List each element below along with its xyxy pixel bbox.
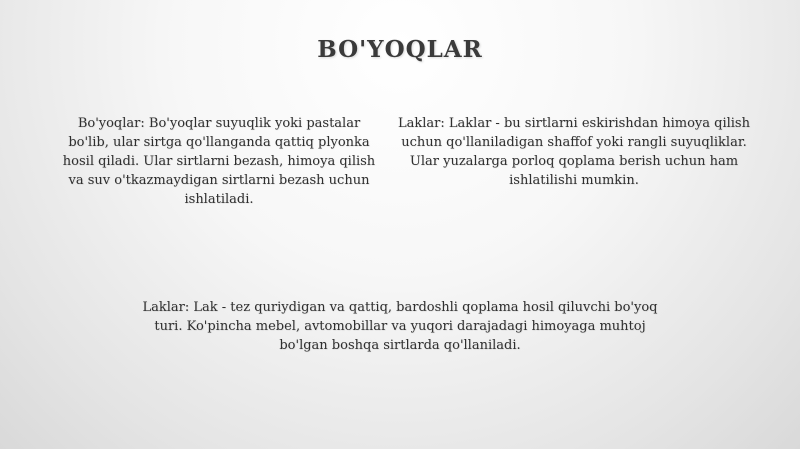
slide-title: BO'YOQLAR (317, 36, 483, 63)
text-block-laklar: Laklar: Laklar - bu sirtlarni eskirishdan himoya qilish uchun qo'llaniladigan shaffof yoki rangli suyuqliklar. Ular yuzalarga porloq qoplama berish uchun ham ishlatilishi mumkin. (398, 116, 750, 188)
text-block-boyoqlar: Bo'yoqlar: Bo'yoqlar suyuqlik yoki pastalar bo'lib, ular sirtga qo'llanganda qattiq plyonka hosil qiladi. Ular sirtlarni bezash, himoya qilish va suv o'tkazmaydigan sirtlarni bezash uchun ishlatiladi. (62, 116, 376, 207)
text-block-lak: Laklar: Lak - tez quriydigan va qattiq, bardoshli qoplama hosil qiluvchi bo'yoq turi. Ko'pincha mebel, avtomobillar va yuqori darajadagi himoyaga muhtoj bo'lgan boshqa sirtlarda qo'llaniladi. (142, 300, 658, 353)
